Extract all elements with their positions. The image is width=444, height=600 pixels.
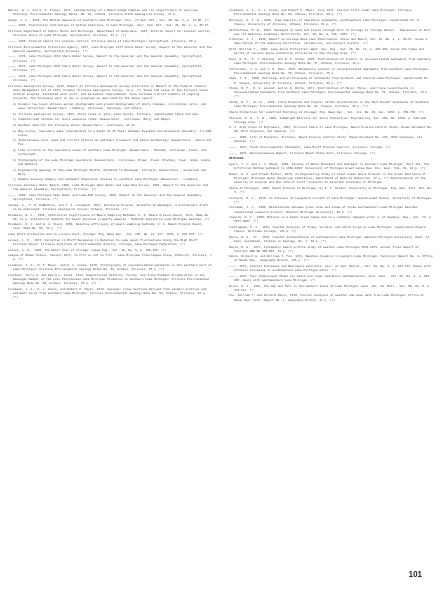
- reference-entry: Ruch, R. R., E. J. Kennedy, and N. F. Shimp, 1970, Distribution of Arsenic in unconsolidated Sediments from Southern Lake Michigan: Environmental Geology Note No. 37, Urbana, Illinois, 16 p.: [229, 56, 431, 65]
- reference-entry: Klumbers, W. C., 1956, Statistical Significance of Beach Sampling Methods: U. S. Beach Erosion Board, Tech. Memo No. 90, 11 p. Statistical methods for beach physical property samples - Methods applied to Lake Michigan beaches. (*): [8, 212, 210, 221]
- reference-entry: f) Simultaneous wind, wave and current effects on sediment transport and beach morphology: Researchers - Davis and Fox.: [13, 138, 212, 147]
- reference-entry: Illinois Environmental Protection Agency, 1973, Lake Michigan 1973 Shore Water Survey, Report to the Governor and the General Assembly, Springfield,Illinois. (*): [8, 44, 212, 53]
- reference-entry: c) Computerized studies for shore sequence rates: Researchers - Collinson, Berg, and Megan.: [13, 117, 172, 122]
- section-heading: MICHIGAN: [229, 156, 244, 161]
- reference-entry: Larsen, A. H., 1928, The Water Plan of Chicago: Lakes Eng., Vol. 19, No. 5, p. 190-195. (*): [8, 247, 167, 252]
- reference-entry: Gough, J. L., 1970, The Bottom Deposits of Southern Lake Michigan: Jour. of Sed. Pet., Vol. 40, No. 2, p. 73-80. (*): [8, 17, 210, 22]
- reference-entry: d) Weather data for the Illinois shore: Researchers - Collinson, et al.: [13, 122, 137, 127]
- reference-entry: Wenner, W. C. and G. E. Fraser, 1971, Sedimentology of a Beach Ridge Complex and its significance in Land-use Planning: Environmental Geology Notes, No. 43, Urbana, Illinois State Geological Survey, 31 p.: [8, 8, 198, 17]
- reference-entry: ————, 1974, Lake Michigan 1974 Shore Water Survey, Report to the Governor and the General Assembly, Springfield, Illinois. (*): [8, 54, 203, 63]
- reference-entry: ————, 1972, Coastal Processes and Nearshore sand bars: Jour. of Sed. Petrol., Vol. 42, No. 2, p. 401-412. Deals with offshore processes in southeastern Lake Michigan shore. (*): [229, 264, 431, 273]
- reference-entry: Illinois Sanitary Water Board, 1966, Lake Michigan Open Water and Lake Bed Survey, 1966, Report to the Governor and the General Assembly, Springfield, Illinois. (*): [8, 183, 209, 192]
- reference-entry: Krumbein, W. C. and W. A. Slack, 1956, Relative efficiency of beach sampling methods: U. S. Beach Erosion Board, Tech. Memo No. 90, 34 p. (*): [8, 222, 203, 231]
- reference-entry: Lineback, Jerry A. and David L. Gross, 1972, Depositional Patterns, Facies, and Trace Element Accumulation in the Waukegan Member of the Late Pleistocene Lake Michigan Formation in Southern Lake Michigan: Illinois Environmental Geology Note No. 58, Urbana, Illinois, 25 p. (*): [8, 272, 210, 285]
- reference-entry: Larsen, C. E., 1973, Variation in Bluff Recession in Relation to Lake Level Fluctuations Along the High Bluff Illinois Shore: Illinois Institute of Environmental Quality, Chicago, Lake Michigan Federation. (*): [8, 237, 198, 246]
- reference-entry: ————, 1975, Lake Michigan 1975 Shore Water Survey, Report to the Governor and the General Assembly, Springfield, Illinois. (*): [8, 64, 203, 73]
- reference-entry: Davis, Richard A. and William T. Fox, 1971, Beaches dynamics in eastern Lake Michigan: Technical Report No. 4, Office of Naval Res., Geography Branch, 145 p. (*): [229, 254, 433, 263]
- reference-entry: j) Remote sensing imagery and sediment dispersion studies in southern Lake Michigan: Researcher - Lineback.: [13, 177, 200, 182]
- reference-entry: Shimp, N. F., et al., 1970, Trace Elements and Organic Carbon Accumulation in the Most Recent Sediments of Southern Lake Michigan: Environmental Geology Note No. 41, Urbana, Illinois, 25 p. (*): [229, 100, 430, 109]
- reference-entry: Fox, William T. and Richard Davis, 1970, Fourier Analysis of weather and wave data from Lake Michigan: Office of Naval Res. Tech. Report No. 1, Geography Branch, 47 p. (*): [229, 293, 424, 302]
- reference-entry: Lineback, J. A., D. L. Gross, and Robert P. Meyer, July 1974, Glacial Tills under Lake Michigan: Illinois Environmental Geology Note No. 69, Urbana, Illinois, 48 p. (*): [229, 8, 412, 17]
- reference-entry: Illinois Department of Public Works and Buildings, Department of Waterways, 1953, Interim report for erosion control, Illinois Shore of Lake Michigan: Springfield, Illinois, 33 p. (*): [8, 29, 212, 38]
- reference-entry: Colleman, J. L., 1969, Relationship between grain size and slope of three southeastern Lake Michigan beaches: unpublished research project, Western Michigan University, 62 p. (*): [229, 205, 419, 214]
- reference-entry: Davis, R. A., Jr., 1970, Coastal Sedimentation of southeastern Lake Michigan: Western Michigan University, Dept. of Geol. Guidebook, Studies in Geology, No. 1, 50 p. (*): [229, 234, 430, 243]
- reference-entry: Lineback, J. A., D. L. Gross, and Robert P. Meyer, 1972, Geologic Cross Sections Derived from seismic profiles and sediment cores from southern Lake Michigan: Illinois Environmental Geology Note No. 54, Urbana, Illinois, 43 p. (*): [8, 286, 207, 299]
- reference-entry: Cassidy, G. T., 1968, Motions in a model Great Lakes due to a suddenly imposed wind: J. of Geophys. Res., Vol. 73, p. 5977-5987. (*): [229, 215, 433, 224]
- reference-entry: ————, 1956, Preliminary indications of bottom materials in Lake Michigan: Jour. Sed. Pet., Vol. 26, No. 1, p. 36-37.: [8, 23, 210, 28]
- reference-entry: State of Michigan, 1950, Beach Erosion in Michigan, by E. F. Brater: University of Michigan, Eng. Res. Inst. Pub. No. 5. (*): [229, 185, 433, 194]
- reference-entry: Illinois Geological Survey, 1976, Report of Illinois Geological Survey Activities in Behalf of the Federal Coastal Zone Management Act of 1972, Urbana: Illinois Geological Survey, 12 p. (*) Shows the scope of the Illinois shore erosion program, estimated work costs, and personnel requirements. Also includes a brief summary of ongoing projects. The following work is now in progress as described by the above report:: [8, 83, 208, 101]
- reference-entry: ————, 1974, Four-dimensional Model for beach and inner nearshore sedimentation: Jour. Geol., Vol. 82, No. 4, p. 484-493. Deals with southeastern Lake Michigan. (*): [229, 273, 431, 282]
- reference-entry: Davis, R. A., 1971, Systematic beach profile study of eastern Lake Michigan 1970-1971: Annual Final Report of Contract ONR NR 388-092, 14 p. (*): [229, 244, 419, 253]
- reference-entry: e) Bay survey, nearshore maps (standardize to a depth of 25 feet) between Evanston and Wisconsin boundary, 1:1,600 scale.: [13, 128, 212, 137]
- reference-entry: U. S. Army Corps of Engineers, 1953, Illinois Shore of Lake Michigan, Beach Erosion Control Study: House Document No. 28, 83rd Congress, 1st Session. (*): [229, 125, 433, 134]
- reference-entry: Lineback, J. A., W. F. Bayer, and D. L. Gross, 1970, Stratigraphy of unconsolidated sediments in the southern part of Lake Michigan: Illinois Environmental Geology Notes No. 35, Urbana, Illinois, 35 p. (*): [8, 263, 212, 272]
- reference-entry: Ayers, J. C. and J. C. Hough, 1964, Studies of Water Movement and Sediment in southern Lake Michigan, Part III, The Artificial Bottom Sediment in 1962-1963: University of Michigan Great Lakes Res. Div. Spec. Pub. 19, 44 p. (*): [229, 162, 430, 171]
- reference-entry: i) Engineering geology of the Lake Michigan Bluffs, Wilmette to Waukegan, Illinois: Researchers - Gustavson and Berg.: [13, 167, 207, 176]
- page-number: 101: [408, 570, 422, 579]
- reference-entry: Jacobs, A., F. H. DeBettlin, and J. A. Lineback, 1971, Shoreline Erosion, Wilmette to Waukegan, a preliminary draft to be published: Illinois Geological Survey, Urbana, Illinois. (*): [8, 202, 209, 211]
- reference-entry: Shaw, J. E., 1968, Petrology and stratigraphy of Sediments from Southern and Central Lake Michigan: unpublished Ph. D. thesis, University of Illinois, Urbana, Illinois, 92 p. (*): [229, 76, 430, 85]
- reference-entry: Schleicher, J. A. and J. K. Kuhn, 1970, Phosphorus Content in unconsolidated Sediments from Southern Lake Michigan: Environmental Geology Note No. 39, Urbana, Illinois, 15 p.: [229, 66, 430, 75]
- reference-entry: O'Rourke, J. J., 1940, Report on Chicago Wave Tank Experiments: Shore and Beach, Vol. 10, No. 4, p. 92-97. Gives a description of the modeling facilities, reliability, and project history. (*): [229, 37, 428, 46]
- reference-entry: ————, 1976, Lake Michigan 1976 Shore Water Survey, Report to the Governor and the General Assembly, Springfield, Illinois. (*): [8, 73, 203, 83]
- reference-entry: b) Illinois Geological Survey, 1975, Shore lines or gate, Lake County, Illinois, unpublished table and map.: [13, 111, 200, 116]
- reference-entry: ————, 1969, City of Evanston, Illinois, Beach Erosion Control Study: House Document No. 139, 90th Congress, 1st Session. (*): [229, 135, 423, 144]
- reference-entry: Shimp, N. F., H. V. Leland, and W. R. White, 1971, Distribution of Major, Minor, and Trace Constituents in Unconsolidated Sediments from Southern Lake Michigan: Environmental Geology Note No. 32, Urbana, Illinois, 19 p. (*): [229, 86, 429, 99]
- left-column: [8, 8, 213, 301]
- reference-entry: ————, 1969, Lake Michigan Open Water and Lake Bed Survey, 1969, Report to the Governor and the General Assembly, Springfield, Illinois. (*): [8, 192, 203, 202]
- reference-entry: McCleary, D. F. W., 1966, Time analysis of nearshore sediments, southwestern Lake Michigan: unpublished Ph. D. thesis, University of Illinois, Urbana, Illinois, 91 p. (*): [229, 17, 421, 26]
- reference-entry: a) Dynamic low level oblique aerial photography and ground photography of shore changes, circulation cells, and wave refraction: Researchers - Shabica, Collinson, Jennings, and others.: [13, 101, 207, 110]
- reference-entry: Cartwick, R. C., 1970, An Analysis of Longshore Current of Lake Michigan: unpublished thesis, University of Michigan. (*): [229, 195, 433, 204]
- reference-entry: Stevens, P. W., F. W., 1960, Submerged Barriers for Shore Protection: Engineering, Vol. 189, No. 4790, p. 226-229. Chicago area. (*): [229, 115, 428, 124]
- reference-entry: Lake Shore Protection and in Lincoln Park, Chicago: Eng. News Rec., Vol. 105, No. 15, Oct. 1930, p. 576-578. (*): [8, 232, 203, 237]
- reference-entry: Bower, R. P. and Ernest Brater, 1970, An Engineering Study of Great Lakes Shore Erosion in the Great Peninsula of Michigan: Michigan Water Resources Commission, Department of Natural Resources, 47 p. (*) Determination of the severity of erosion and the rate of bluff recession at selected locations in Michigan.: [229, 171, 426, 185]
- reference-entry: ————, 1972, Reconnaissance Report, Illinois Beach State Park, Illinois: Chicago. (*): [229, 150, 376, 155]
- reference-entry: h) Hydrography of the Lake Michigan nearshore: Researchers - Collinson, Brown, Olson, Bradley, Visor, Wade, Grebe, and Watkins.: [13, 157, 212, 166]
- right-column: [229, 8, 434, 303]
- reference-entry: Shore Protection for Lakefront Building at Chicago: Eng. News Rec., Vol. 111, No. 26, Dec. 1933, p. 765-766. (*): [229, 109, 424, 114]
- reference-entry: ————, 1958, Interim report for erosion control, Illinois Shore of Lake Michigan: Springfield, Illinois, 59 p.: [8, 38, 198, 43]
- reference-entry: ————, 1971, Final Environmental Statement, Lake Bluff Erosion Control, Illinois: Chicago. (*): [229, 144, 391, 149]
- reference-entry: Cunningham, P. J., 1975, Coastal Analysis of Tides, Surface, and Storm Surge on Lake Michigan: unpublished Honors thesis, Williams College, 125 p. (*): [229, 224, 426, 234]
- reference-entry: Dixon, P. J., 1967, The Gap and Fall in the western shore of Lake Michigan: Geol. Soc. Am. Bull., Vol. 88, No. 9, p. 476-511. (*): [229, 283, 431, 292]
- reference-entry: g) Lake currents in the nearshore areas of southern Lake Michigan: Researchers - Monahan, Collinson, Green, and Cartwright.: [13, 148, 207, 157]
- reference-entry: Pitt, William T., 1925, Lake Shore Protection: West. Soc. Eng., Vol. 30, No. 11, p. 425-436. Gives the types and merits of various shore protection structures in the Chicago area. (*): [229, 47, 424, 56]
- reference-entry: Oertterhaus, M. W., 1963, Movement of Sand and Gravel through Port of Chicago to Chicago Harbor - Impression on Port and its Waterway problems: World Ports, Vol. 19, No. 4, Feb. 1955. (*): [229, 27, 431, 36]
- reference-entry: League of Women Voters, January 1973, To Fill or not to Fill - Lake Michigan Interleague Group, Elmhurst, Illinois, 7 p. (*): [8, 253, 212, 262]
